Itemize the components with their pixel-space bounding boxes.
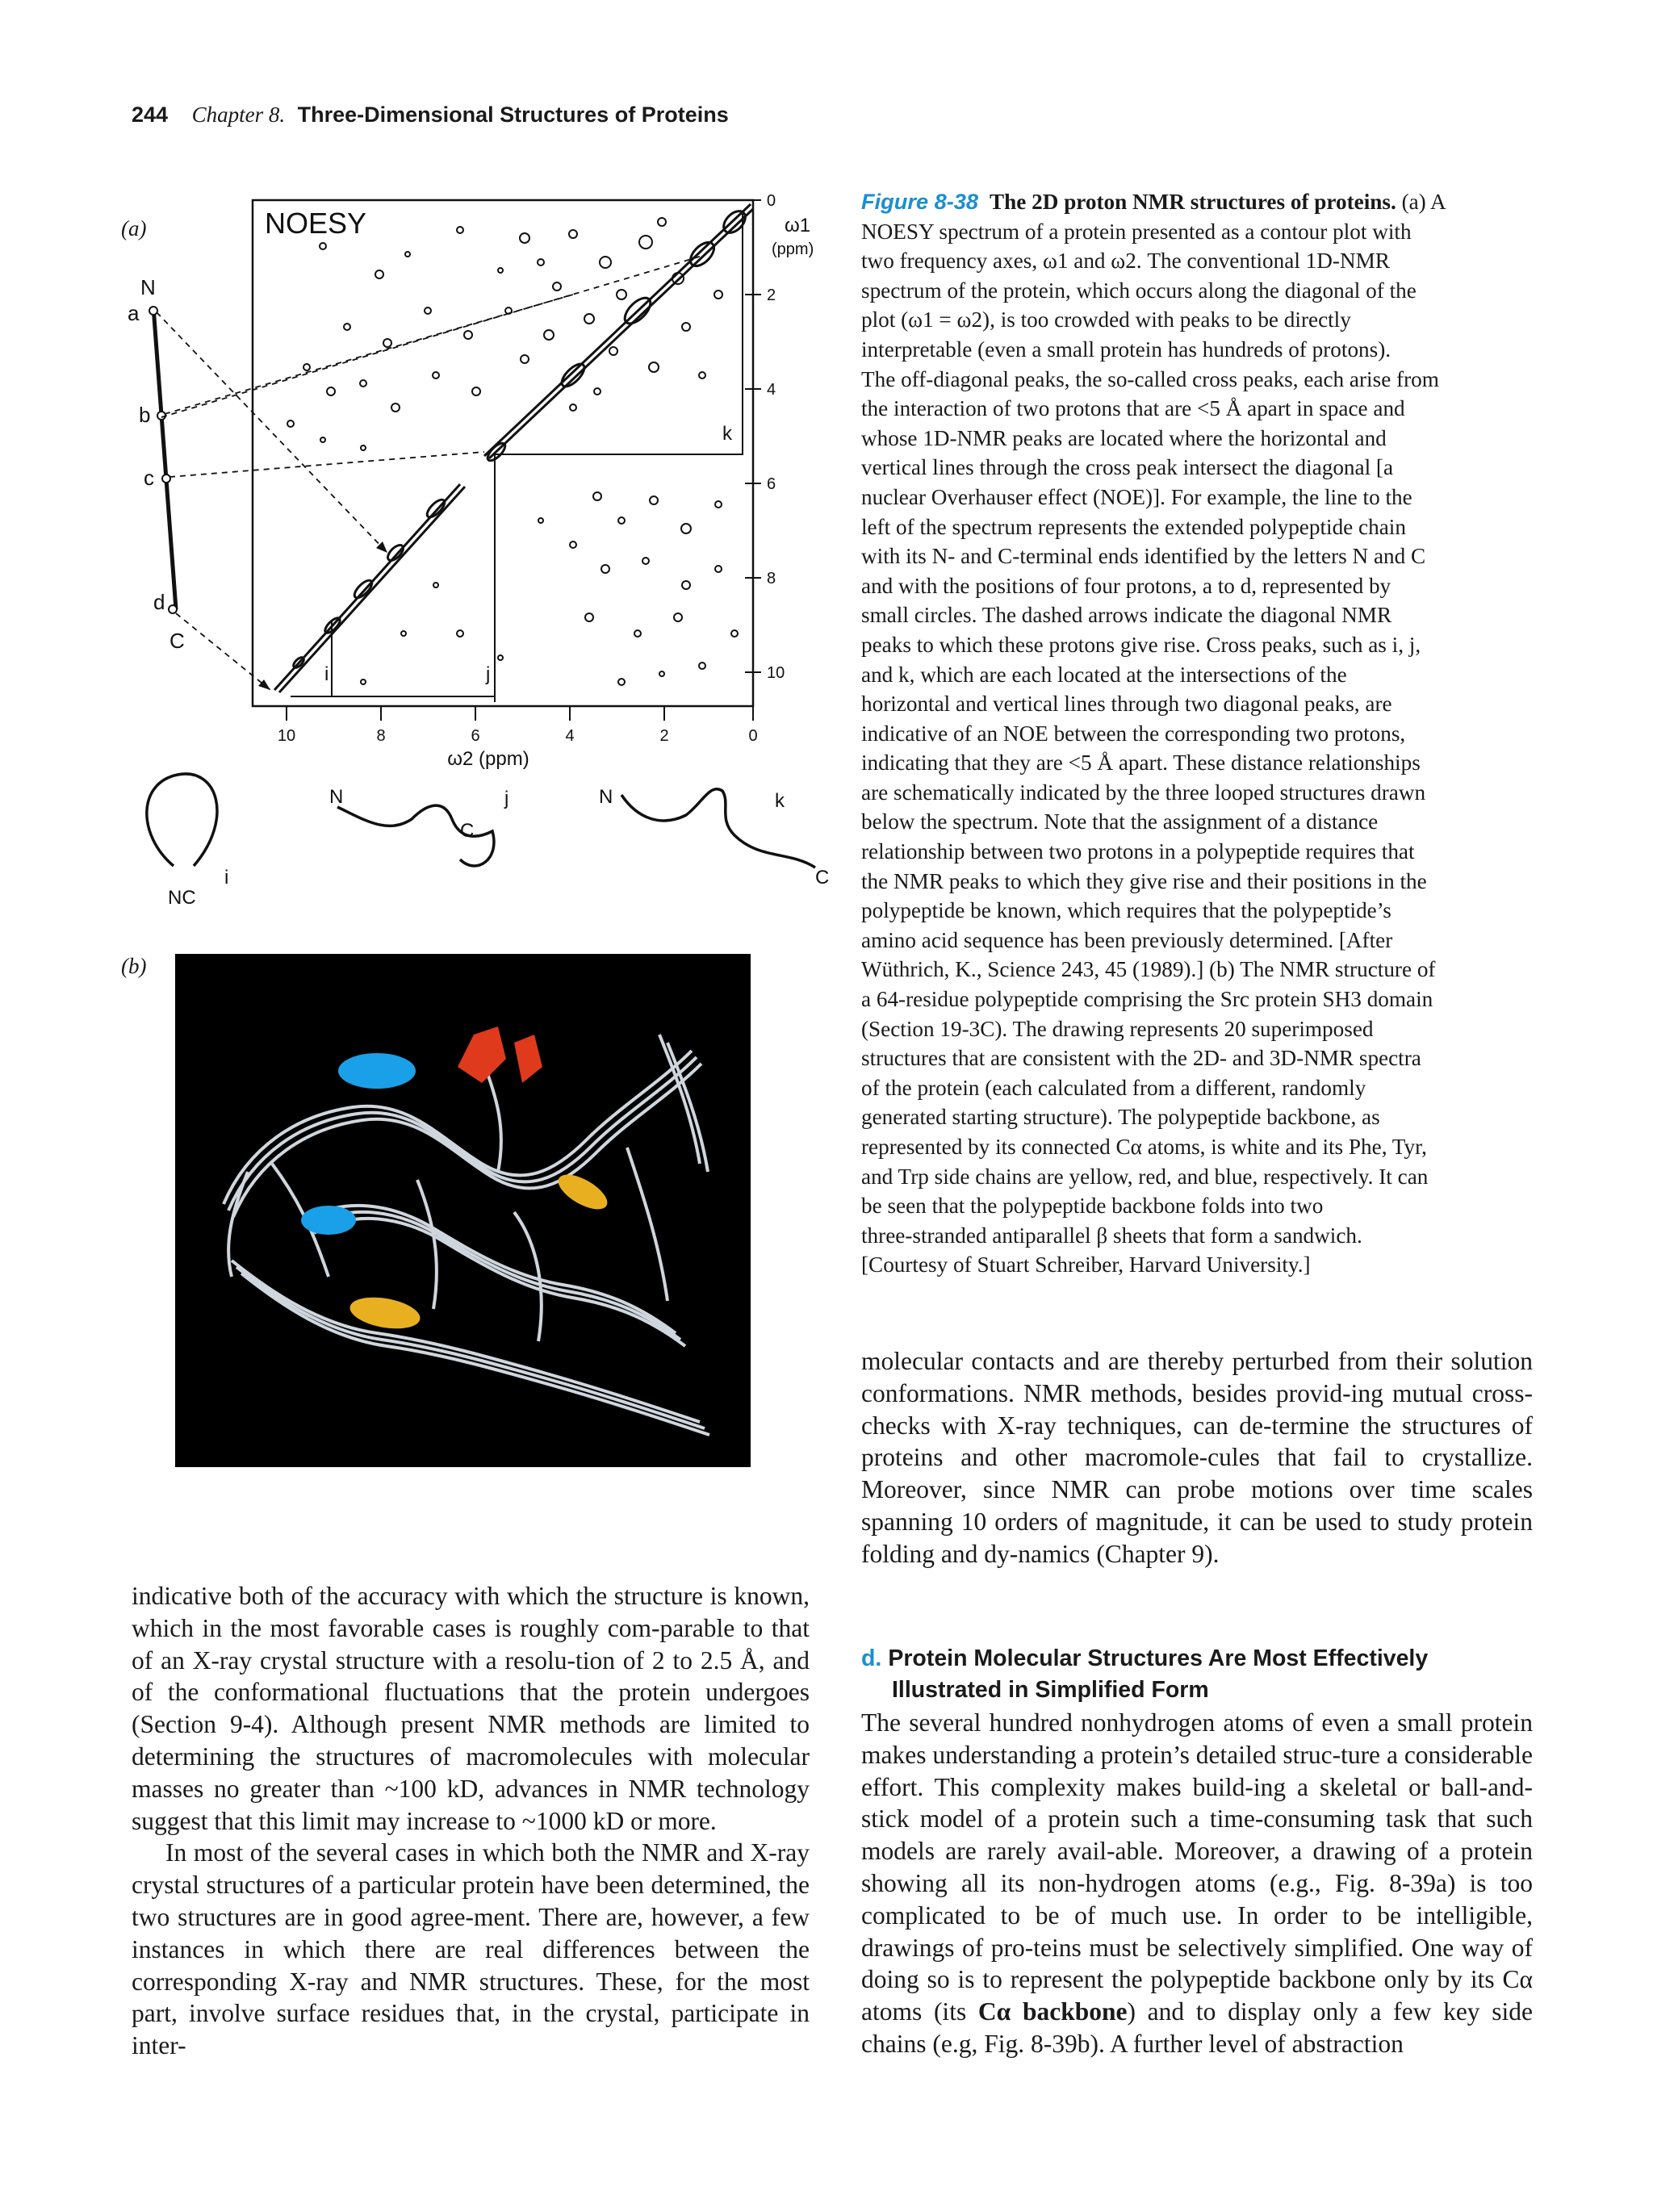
body-paragraph: In most of the several cases in which both the NMR and X-ray crystal structures of a particular protein have been determined, the two structures are in good agree-ment. There are, however, a few instances in which there are real differences between the corresponding X-ray and NMR structures. These, for the most part, involve surface residues that, in the crystal, participate in inter-	[132, 1838, 810, 2060]
left-column	[132, 1580, 810, 2062]
caption-line: interpretable (even a small protein has hundreds of protons).	[861, 337, 1391, 362]
cross-peak-k: k	[722, 423, 732, 445]
omega1-unit: (ppm)	[772, 240, 814, 258]
caption-line: (Section 19-3C). The drawing represents 20 superimposed	[861, 1016, 1374, 1041]
caption-line: indicating that they are <5 Å apart. These distance relationships	[861, 751, 1421, 776]
caption-line: three-stranded antiparallel β sheets that form a sandwich.	[861, 1223, 1362, 1248]
caption-line: indicative of an NOE between the corresponding two protons,	[861, 721, 1406, 746]
caption-line: whose 1D-NMR peaks are located where the horizontal and	[861, 425, 1387, 450]
body-bold-term: Cα backbone	[977, 1997, 1128, 2026]
sh3-svg	[175, 954, 751, 1467]
x-tick-2: 2	[659, 727, 669, 745]
phe-side-chains	[348, 1168, 613, 1333]
caption-line: plot (ω1 = ω2), is too crowded with peaks to be directly	[861, 307, 1351, 332]
caption-line-0-text: (a) A	[1401, 190, 1446, 214]
caption-line: spectrum of the protein, which occurs along the diagonal of the	[861, 278, 1417, 303]
chapter-label: Chapter 8.	[191, 102, 286, 127]
caption-line-0	[861, 187, 1533, 217]
loop-k-label: k	[775, 790, 785, 812]
sh3-structure-image	[175, 954, 751, 1467]
chain-cterm-label: C	[169, 629, 185, 653]
dashed-arrows	[157, 256, 702, 690]
chapter-title: Three-Dimensional Structures of Proteins	[297, 102, 729, 127]
chain-a-label: a	[128, 301, 140, 325]
section-heading	[861, 1643, 1533, 1706]
chain-d-label: d	[153, 590, 165, 614]
x-tick-10: 10	[277, 727, 296, 745]
figure-title: The 2D proton NMR structures of proteins.	[990, 190, 1396, 214]
caption-line: a 64-residue polypeptide comprising the Src protein SH3 domain	[861, 987, 1433, 1012]
caption-line: with its N- and C-terminal ends identified by the letters N and C	[861, 544, 1426, 569]
section-title-line-2: Illustrated in Simplified Form	[892, 1677, 1209, 1703]
backbone-strands	[224, 1035, 709, 1435]
chain-n-label: N	[140, 275, 156, 299]
caption-line: left of the spectrum represents the extended polypeptide chain	[861, 514, 1406, 539]
x-tick-0: 0	[748, 727, 758, 745]
caption-line: two frequency axes, ω1 and ω2. The conventional 1D-NMR	[861, 249, 1390, 274]
caption-line: and k, which are each located at the intersections of the	[861, 662, 1347, 687]
y-tick-2: 2	[767, 286, 776, 304]
loop-j-n-label: N	[329, 786, 344, 808]
caption-line: the interaction of two protons that are <5 Å apart in space and	[861, 396, 1405, 421]
caption-line: vertical lines through the cross peak intersect the diagonal [a	[861, 455, 1394, 480]
figure-number: Figure 8-38	[861, 189, 979, 214]
caption-line: Wüthrich, K., Science 243, 45 (1989).] (b) The NMR structure of	[861, 957, 1436, 982]
panel-a-label: (a)	[121, 216, 147, 240]
caption-line: and Trp side chains are yellow, red, and blue, respectively. It can	[861, 1164, 1429, 1189]
x-tick-8: 8	[376, 727, 386, 745]
polypeptide-chain	[153, 307, 176, 609]
omega1-label: ω1	[785, 215, 811, 236]
caption-line: generated starting structure). The polypeptide backbone, as	[861, 1105, 1380, 1130]
loop-i-nc-label: NC	[168, 887, 196, 909]
body-paragraph: molecular contacts and are thereby perturbed from their solution conformations. NMR methods, besides provid-ing mutual cross-checks with X-ray techniques, can de-termine the structures of proteins and other macromole-cules that fail to crystallize. Moreover, since NMR can probe motions over time scales spanning 10 orders of magnitude, it can be used to study protein folding and dy-namics (Chapter 9).	[861, 1347, 1533, 1568]
caption-line: of the protein (each calculated from a different, randomly	[861, 1075, 1366, 1100]
loop-j-label: j	[504, 788, 509, 809]
body-text: The several hundred nonhydrogen atoms of even a small protein makes understanding a protein’s detailed struc-ture a considerable effort. This complexity makes build-ing a skeletal or ball-and-stick model of a protein such a time-consuming task that such models are rarely avail-able. Moreover, a drawing of a protein showing all its non-hydrogen atoms (e.g., Fig. 8-39a) is too complicated to be of much use. In order to be intelligible, drawings of pro-teins must be selectively simplified. One way of doing so is to represent the polypeptide backbone only by its Cα atoms (its	[861, 1708, 1533, 2026]
right-column-bottom	[861, 1707, 1533, 2060]
caption-line: represented by its connected Cα atoms, is white and its Phe, Tyr,	[861, 1135, 1427, 1159]
running-head	[132, 102, 729, 128]
caption-line: polypeptide be known, which requires that the polypeptide’s	[861, 898, 1391, 923]
body-text: ) and to display only a few key side chains (e.g, Fig. 8-39b). A further level of abstraction	[861, 1997, 1533, 2058]
y-tick-10: 10	[767, 664, 785, 682]
body-paragraph	[861, 1707, 1533, 2060]
looped-structures	[147, 774, 815, 868]
caption-line: peaks to which these protons give rise. Cross peaks, such as i, j,	[861, 632, 1421, 657]
spectrum-label: NOESY	[265, 207, 367, 240]
y-tick-8: 8	[767, 570, 776, 587]
figure-caption	[861, 187, 1533, 1280]
cross-peak-j: j	[486, 663, 491, 685]
proton-a-marker	[149, 307, 157, 315]
caption-line: be seen that the polypeptide backbone folds into two	[861, 1194, 1324, 1219]
caption-line: are schematically indicated by the three looped structures drawn	[861, 780, 1426, 805]
noesy-svg	[121, 182, 831, 924]
caption-line: amino acid sequence has been previously determined. [After	[861, 927, 1393, 952]
x-tick-6: 6	[471, 727, 480, 745]
omega2-label: ω2 (ppm)	[447, 748, 529, 770]
noesy-figure	[121, 182, 831, 924]
y-tick-0: 0	[767, 192, 776, 210]
trp-side-chains	[301, 1053, 416, 1235]
y-tick-4: 4	[767, 381, 776, 399]
loop-k-n-label: N	[599, 786, 613, 808]
caption-line: nuclear Overhauser effect (NOE)]. For example, the line to the	[861, 484, 1412, 509]
page-number: 244	[132, 102, 169, 127]
chain-b-label: b	[139, 403, 151, 427]
cross-peak-i: i	[324, 663, 329, 685]
chain-c-label: c	[144, 466, 154, 490]
body-paragraph: indicative both of the accuracy with which the structure is known, which in the most favorable cases is roughly com-parable to that of an X-ray crystal structure with a resolu-tion of 2 to 2.5 Å, and of the conformational fluctuations that the protein undergoes (Section 9-4). Although present NMR methods are limited to determining the structures of macromolecules with molecular masses no greater than ~100 kD, advances in NMR technology suggest that this limit may increase to ~1000 kD or more.	[132, 1582, 810, 1835]
caption-line: and with the positions of four protons, a to d, represented by	[861, 573, 1391, 598]
right-column-top	[861, 1345, 1533, 1570]
section-letter: d.	[861, 1645, 882, 1671]
bottom-axis-ticks	[287, 706, 753, 721]
caption-line: The off-diagonal peaks, the so-called cross peaks, each arise from	[861, 366, 1439, 391]
caption-line: the NMR peaks to which they give rise and their positions in the	[861, 868, 1427, 893]
proton-d-marker	[169, 605, 177, 613]
cross-peak-lines	[291, 214, 743, 702]
loop-k-c-label: C	[815, 867, 830, 889]
caption-line: horizontal and vertical lines through two diagonal peaks, are	[861, 692, 1392, 717]
proton-c-marker	[162, 475, 170, 483]
loop-i-label: i	[224, 867, 229, 889]
panel-b-label: (b)	[121, 954, 147, 978]
loop-j-c-label: C	[460, 820, 475, 842]
caption-line: below the spectrum. Note that the assignment of a distance	[861, 809, 1379, 834]
caption-line: small circles. The dashed arrows indicate the diagonal NMR	[861, 603, 1392, 628]
caption-line: [Courtesy of Stuart Schreiber, Harvard University.]	[861, 1252, 1311, 1277]
proton-b-marker	[157, 412, 165, 420]
tyr-side-chains	[458, 1027, 542, 1083]
section-title-line-1: Protein Molecular Structures Are Most Effectively	[888, 1645, 1429, 1671]
caption-line: structures that are consistent with the 2D- and 3D-NMR spectra	[861, 1046, 1421, 1071]
y-tick-6: 6	[767, 475, 776, 493]
caption-line: NOESY spectrum of a protein presented as a contour plot with	[861, 219, 1412, 244]
caption-line: relationship between two protons in a polypeptide requires that	[861, 839, 1415, 864]
x-tick-4: 4	[565, 727, 575, 745]
